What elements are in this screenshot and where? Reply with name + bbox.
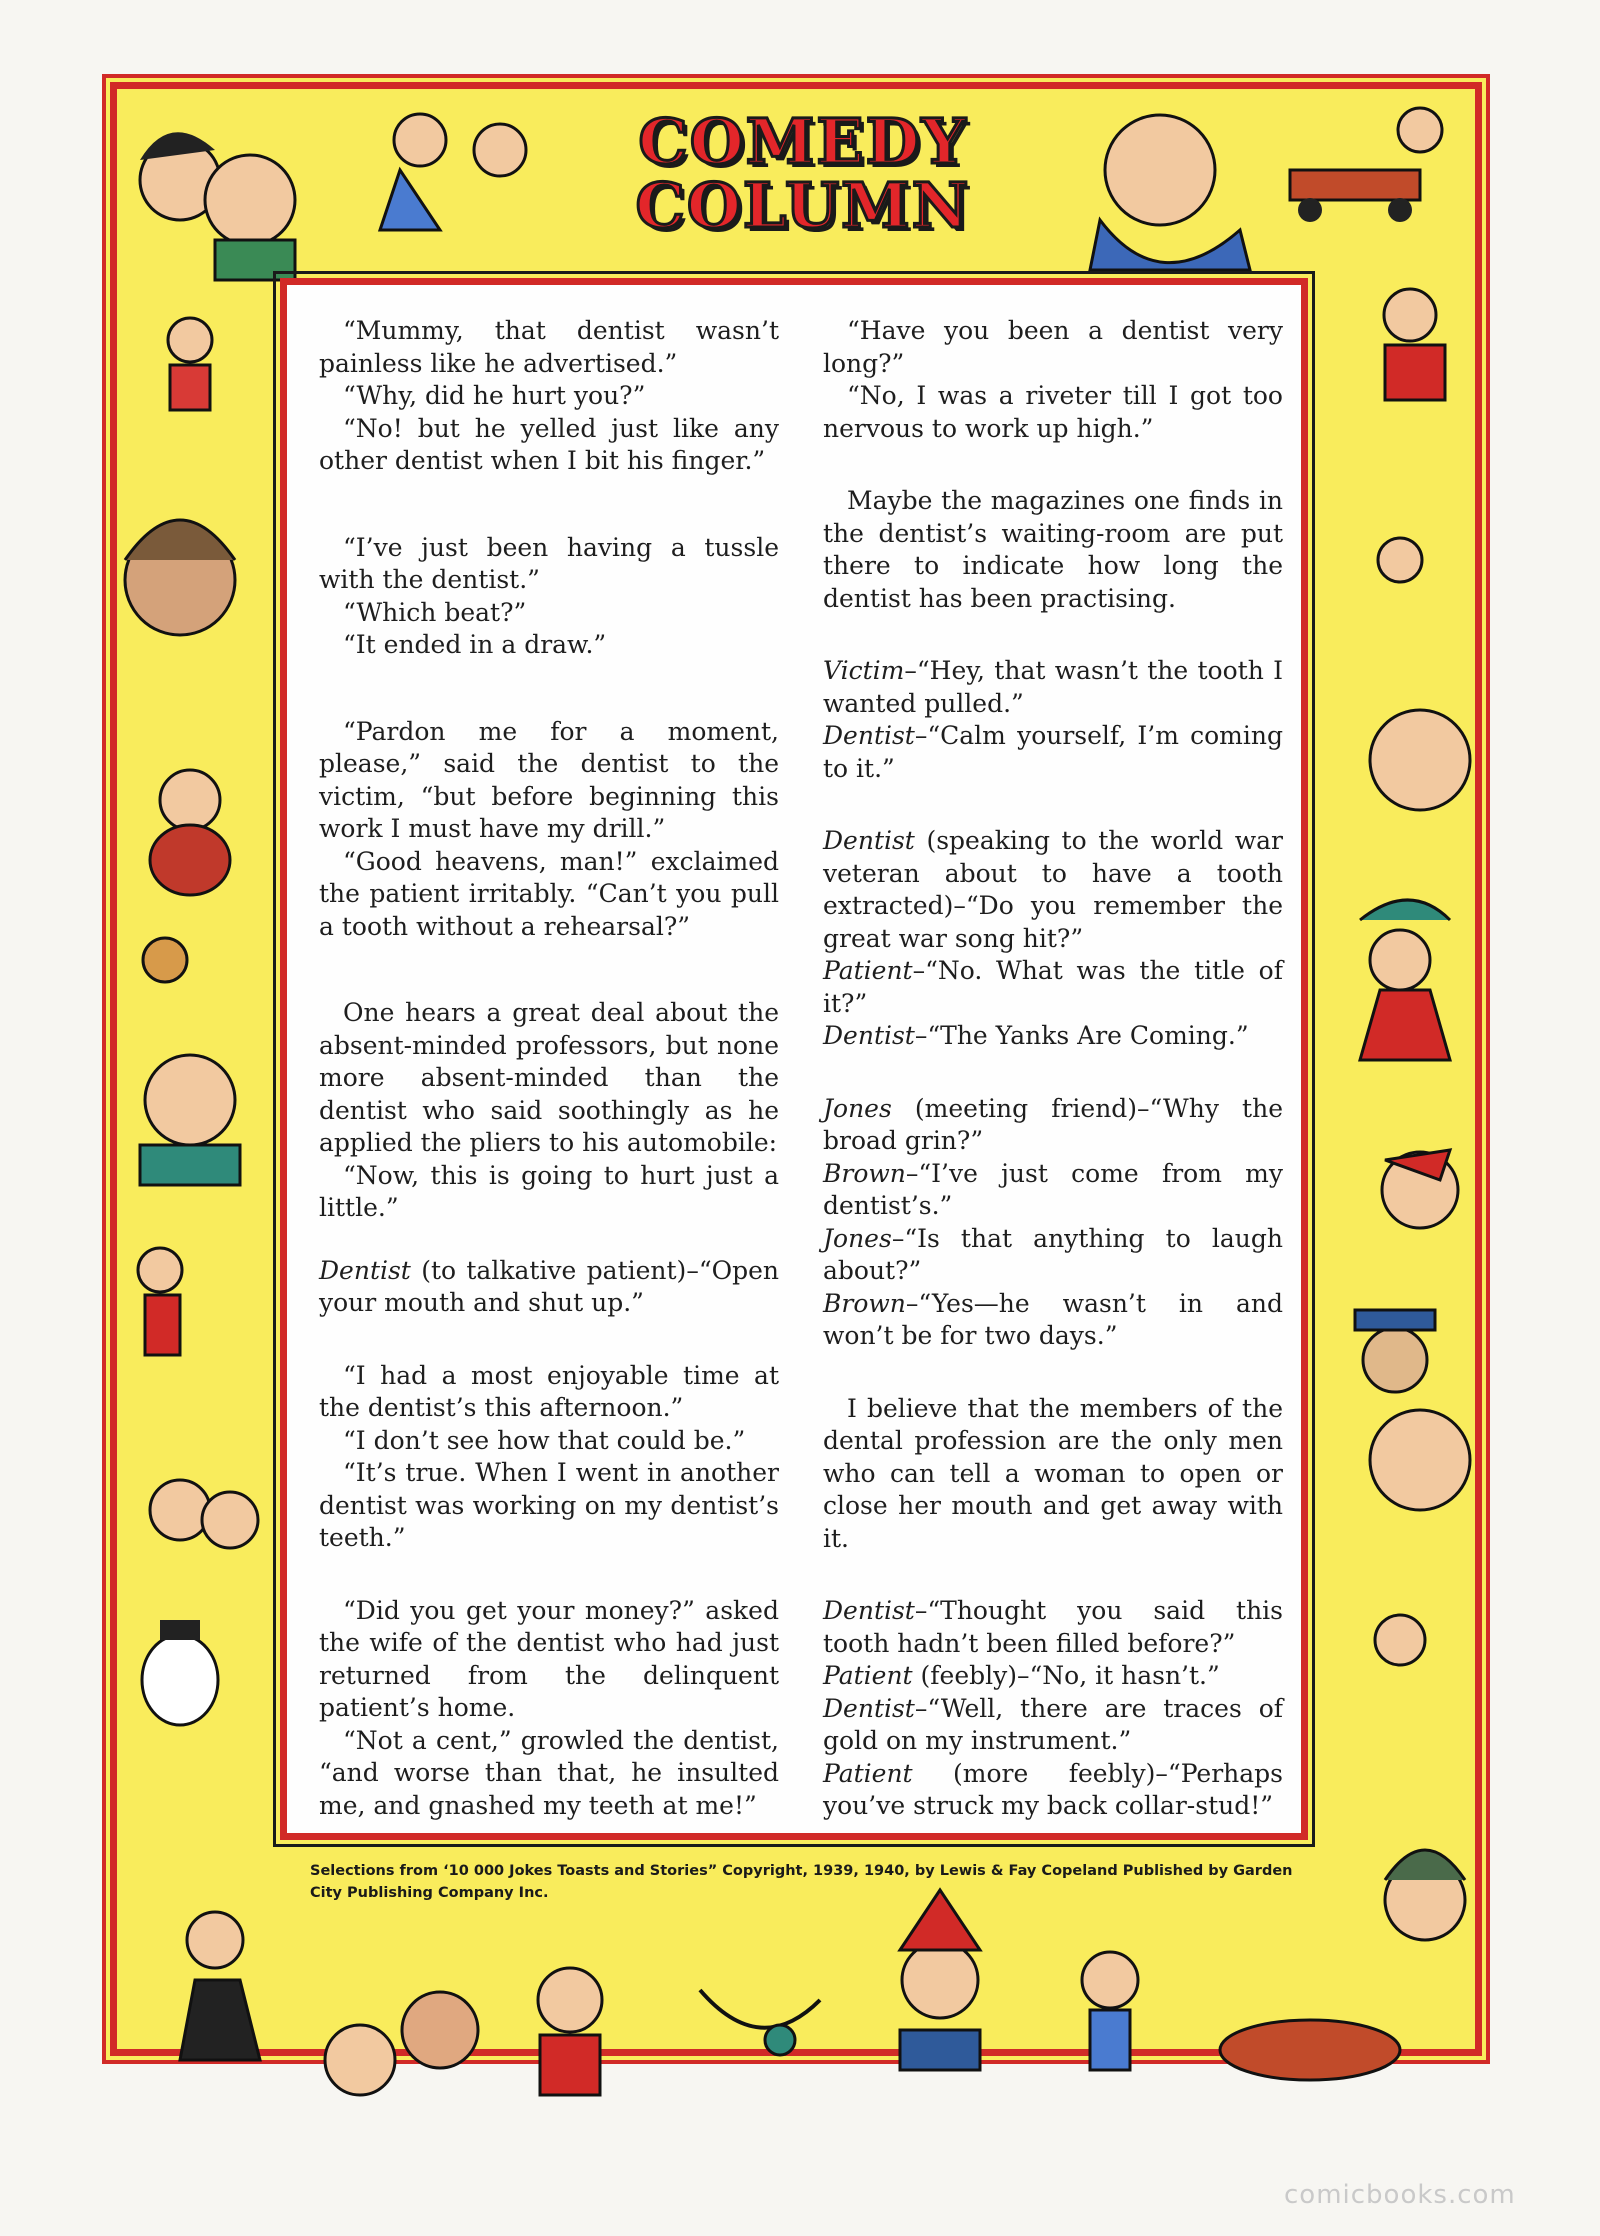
joke-line: I believe that the members of the dental profession are the only men who can tell a woman to open or close her mouth and get away with it.	[823, 1393, 1283, 1553]
joke-text: (speaking to the world war veteran about to have a tooth extracted)–“Do you remember the great war song hit?”	[823, 826, 1283, 953]
joke-text: (more feebly)–“Perhaps you’ve struck my back collar-stud!”	[823, 1758, 1283, 1820]
speaker-label: Patient	[823, 1661, 913, 1690]
joke-item	[823, 315, 1283, 445]
joke-item	[319, 315, 779, 478]
joke-text-panel	[280, 278, 1308, 1840]
joke-line	[823, 1020, 1283, 1053]
joke-item	[823, 1393, 1283, 1556]
joke-line	[823, 1758, 1283, 1823]
joke-line: “No, I was a riveter till I got too nervous to work up high.”	[823, 381, 1283, 443]
speaker-label: Dentist	[823, 1021, 915, 1050]
site-watermark: comicbooks.com	[1284, 2180, 1516, 2210]
joke-text: –“No. What was the title of it?”	[823, 956, 1283, 1018]
joke-line: “I don’t see how that could be.”	[343, 1425, 746, 1455]
cartoon-couple-icon	[140, 132, 295, 280]
joke-text: –“Well, there are traces of gold on my instrument.”	[823, 1693, 1283, 1755]
cartoon-left-figures-icon	[125, 318, 258, 1725]
joke-item	[823, 825, 1283, 1053]
cartoon-right-figures-icon	[1355, 289, 1470, 1940]
joke-text: –“I’ve just come from my dentist’s.”	[823, 1158, 1283, 1220]
joke-line: “Pardon me for a moment, please,” said the dentist to the victim, “but before beginning this work I must have my drill.”	[319, 716, 779, 843]
joke-line: Maybe the magazines one finds in the dentist’s waiting-room are put there to indicate how long the dentist has been practising.	[823, 486, 1283, 613]
title-line-2: COLUMN	[635, 169, 971, 242]
comic-title	[578, 105, 1028, 245]
joke-line: “Which beat?”	[343, 597, 527, 627]
joke-line	[823, 1288, 1283, 1353]
cartoon-car-icon	[1290, 108, 1442, 222]
joke-text: –“The Yanks Are Coming.”	[914, 1021, 1249, 1050]
copyright-credit: Selections from ‘10 000 Jokes Toasts and Stories” Copyright, 1939, 1940, by Lewis & Fay Copeland Published by Garden City Publishing Company Inc.	[310, 1863, 1293, 1901]
joke-line: “Did you get your money?” asked the wife of the dentist who had just returned from the delinquent patient’s home.	[319, 1595, 779, 1722]
joke-line: “Now, this is going to hurt just a little.”	[319, 1160, 779, 1222]
joke-line: “Good heavens, man!” exclaimed the patient irritably. “Can’t you pull a tooth without a rehearsal?”	[319, 846, 779, 941]
joke-line: “Have you been a dentist very long?”	[823, 316, 1283, 378]
joke-item	[319, 1255, 779, 1320]
joke-line	[823, 1158, 1283, 1223]
right-column	[823, 315, 1283, 1823]
speaker-label: Dentist	[823, 1596, 915, 1625]
joke-line	[823, 955, 1283, 1020]
joke-text: (meeting friend)–“Why the broad grin?”	[823, 1093, 1283, 1155]
joke-line: “It’s true. When I went in another dentist was working on my dentist’s teeth.”	[319, 1458, 779, 1552]
joke-text: –“Thought you said this tooth hadn’t been filled before?”	[823, 1596, 1283, 1658]
joke-item	[319, 532, 779, 662]
speaker-label: Dentist	[823, 826, 915, 855]
joke-line: One hears a great deal about the absent-minded professors, but none more absent-minded than the dentist who said soothingly as he applied the pliers to his automobile:	[319, 998, 779, 1157]
joke-text: (feebly)–“No, it hasn’t.”	[912, 1661, 1220, 1690]
cartoon-bottom-figures-icon	[180, 1890, 1400, 2095]
joke-item	[319, 716, 779, 944]
joke-line	[823, 655, 1283, 720]
title-line-1: COMEDY	[638, 105, 968, 178]
joke-line	[823, 1693, 1283, 1758]
speaker-label: Jones	[823, 1223, 892, 1253]
joke-line	[823, 1660, 1283, 1693]
cartoon-dancers-icon	[380, 114, 526, 230]
speaker-label: Brown	[823, 1288, 906, 1318]
joke-line: “Mummy, that dentist wasn’t painless like he advertised.”	[319, 316, 779, 378]
joke-text: –“Hey, that wasn’t the tooth I wanted pulled.”	[823, 656, 1283, 718]
left-column	[319, 315, 779, 1822]
speaker-label: Victim	[823, 656, 905, 685]
joke-line: “I’ve just been having a tussle with the dentist.”	[319, 532, 779, 594]
joke-item	[823, 1093, 1283, 1353]
joke-text: –“Is that anything to laugh about?”	[823, 1223, 1283, 1285]
speaker-label: Dentist	[823, 1693, 915, 1723]
joke-line: “Not a cent,” growled the dentist, “and worse than that, he insulted me, and gnashed my teeth at me!”	[319, 1725, 779, 1820]
speaker-label: Patient	[823, 956, 913, 985]
joke-line: “I had a most enjoyable time at the dentist’s this afternoon.”	[319, 1360, 779, 1422]
cartoon-laughing-man-icon	[1090, 115, 1250, 270]
joke-line: “It ended in a draw.”	[343, 630, 607, 659]
joke-line: “Why, did he hurt you?”	[343, 381, 646, 410]
joke-text: (to talkative patient)–“Open your mouth and shut up.”	[319, 1255, 779, 1317]
joke-item	[823, 485, 1283, 615]
speaker-label: Dentist	[319, 1255, 411, 1285]
joke-item	[319, 997, 779, 1225]
speaker-label: Jones	[823, 1093, 892, 1123]
joke-item	[319, 1360, 779, 1555]
joke-text: –“Yes—he wasn’t in and won’t be for two days.”	[823, 1288, 1283, 1350]
joke-line	[823, 1093, 1283, 1158]
joke-item	[319, 1595, 779, 1823]
joke-line	[823, 1223, 1283, 1288]
joke-line	[823, 1595, 1283, 1660]
joke-item	[823, 1595, 1283, 1823]
speaker-label: Patient	[823, 1758, 913, 1788]
joke-line	[319, 1255, 779, 1320]
joke-line: “No! but he yelled just like any other dentist when I bit his finger.”	[319, 413, 779, 475]
joke-line	[823, 720, 1283, 785]
joke-item	[823, 655, 1283, 785]
joke-line	[823, 825, 1283, 955]
speaker-label: Dentist	[823, 721, 915, 750]
joke-text: –“Calm yourself, I’m coming to it.”	[823, 721, 1283, 783]
speaker-label: Brown	[823, 1158, 906, 1188]
